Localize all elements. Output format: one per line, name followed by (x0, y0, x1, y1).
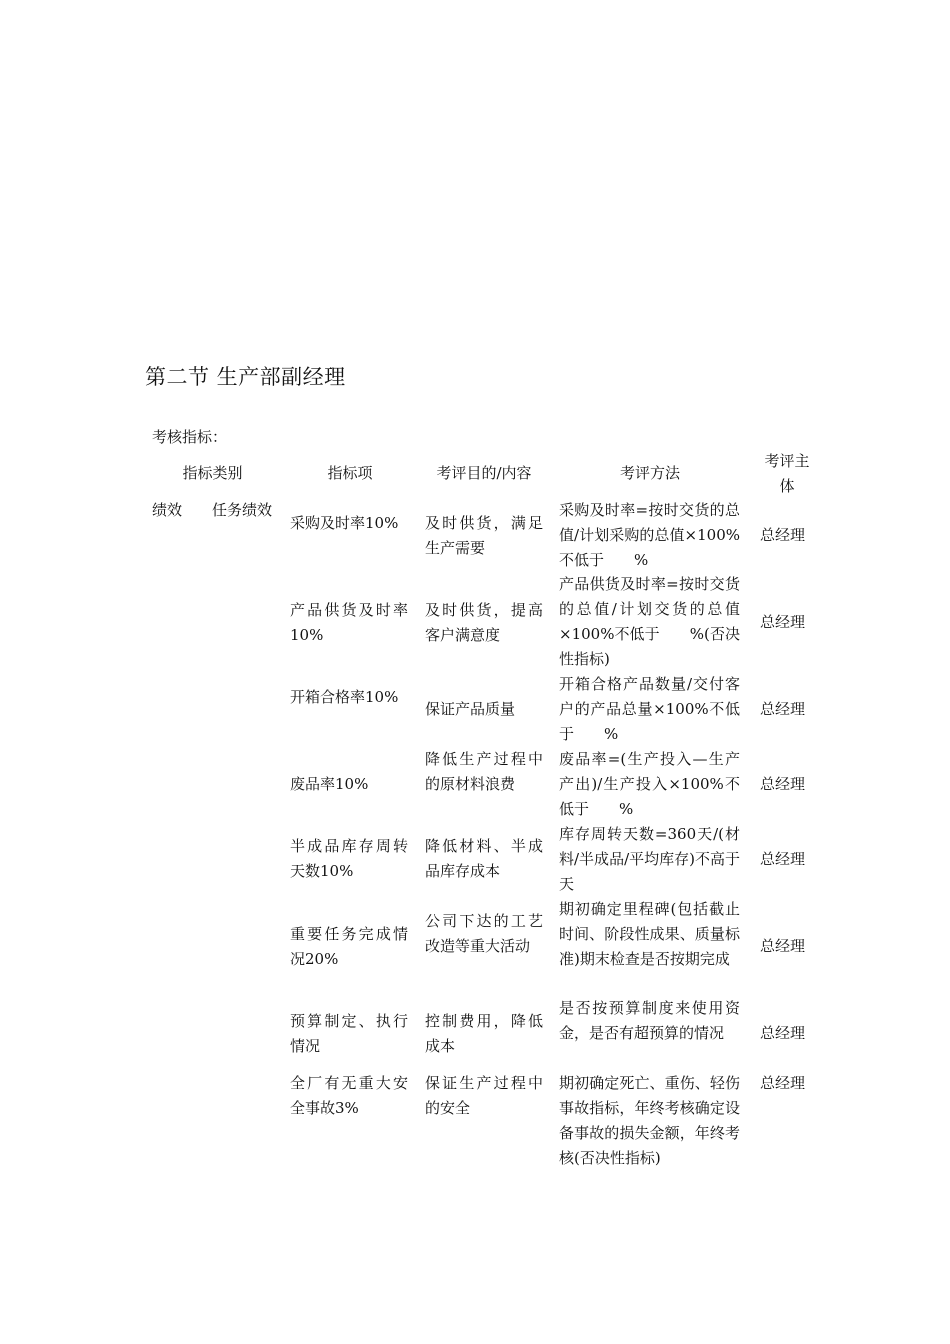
row-8-purpose: 保证生产过程中的安全 (425, 1074, 543, 1117)
row-2-purpose: 及时供货，提高客户满意度 (425, 601, 543, 644)
row-4-purpose: 降低生产过程中的原材料浪费 (425, 750, 543, 793)
row-4-method: 废品率=(生产投入—生产产出)/生产投入×100%不低于 % (559, 750, 740, 818)
header-method: 考评方法 (619, 464, 680, 482)
row-7-method: 是否按预算制度来使用资金，是否有超预算的情况 (559, 999, 740, 1042)
row-6-method: 期初确定里程碑(包括截止时间、阶段性成果、质量标准)期末检查是否按期完成 (559, 900, 740, 968)
header-subject: 考评主体 (764, 452, 810, 495)
header-purpose: 考评目的/内容 (436, 464, 532, 482)
row-5-subject: 总经理 (760, 850, 806, 868)
row-8-item: 全厂有无重大安全事故3% (290, 1074, 408, 1117)
row-3-purpose: 保证产品质量 (425, 700, 516, 718)
header-item: 指标项 (327, 464, 373, 482)
row-6-item: 重要任务完成情况20% (290, 925, 408, 968)
row-7-item: 预算制定、执行情况 (290, 1012, 408, 1055)
row-2-item: 产品供货及时率10% (290, 601, 408, 644)
row-3-method: 开箱合格产品数量/交付客户的产品总量×100%不低于 % (559, 675, 740, 743)
row-4-item: 废品率10% (290, 775, 369, 793)
row-1-subject: 总经理 (760, 526, 806, 544)
row-7-subject: 总经理 (760, 1024, 806, 1042)
row-2-subject: 总经理 (760, 613, 806, 631)
category-main: 绩效 (152, 501, 183, 519)
header-category: 指标类别 (182, 464, 243, 482)
row-3-subject: 总经理 (760, 700, 806, 718)
row-8-subject: 总经理 (760, 1074, 806, 1092)
subtitle: 考核指标： (152, 428, 228, 446)
row-2-method: 产品供货及时率=按时交货的总值/计划交货的总值×100%不低于 %(否决性指标) (559, 575, 740, 668)
row-6-purpose: 公司下达的工艺改造等重大活动 (425, 912, 543, 955)
row-5-purpose: 降低材料、半成品库存成本 (425, 837, 543, 880)
row-7-purpose: 控制费用，降低成本 (425, 1012, 543, 1055)
row-1-item: 采购及时率10% (290, 514, 399, 532)
row-4-subject: 总经理 (760, 775, 806, 793)
row-5-method: 库存周转天数=360天/(材料/半成品/平均库存)不高于 天 (559, 825, 756, 893)
section-title: 第二节 生产部副经理 (145, 365, 346, 389)
row-3-item: 开箱合格率10% (290, 688, 399, 706)
row-1-purpose: 及时供货，满足生产需要 (425, 514, 543, 557)
row-6-subject: 总经理 (760, 937, 806, 955)
row-1-method: 采购及时率=按时交货的总值/计划采购的总值×100%不低于 % (559, 501, 740, 569)
category-sub: 任务绩效 (212, 501, 273, 519)
row-8-method: 期初确定死亡、重伤、轻伤事故指标，年终考核确定设备事故的损失金额，年终考核(否决性指标) (559, 1074, 740, 1167)
row-5-item: 半成品库存周转天数10% (290, 837, 408, 880)
